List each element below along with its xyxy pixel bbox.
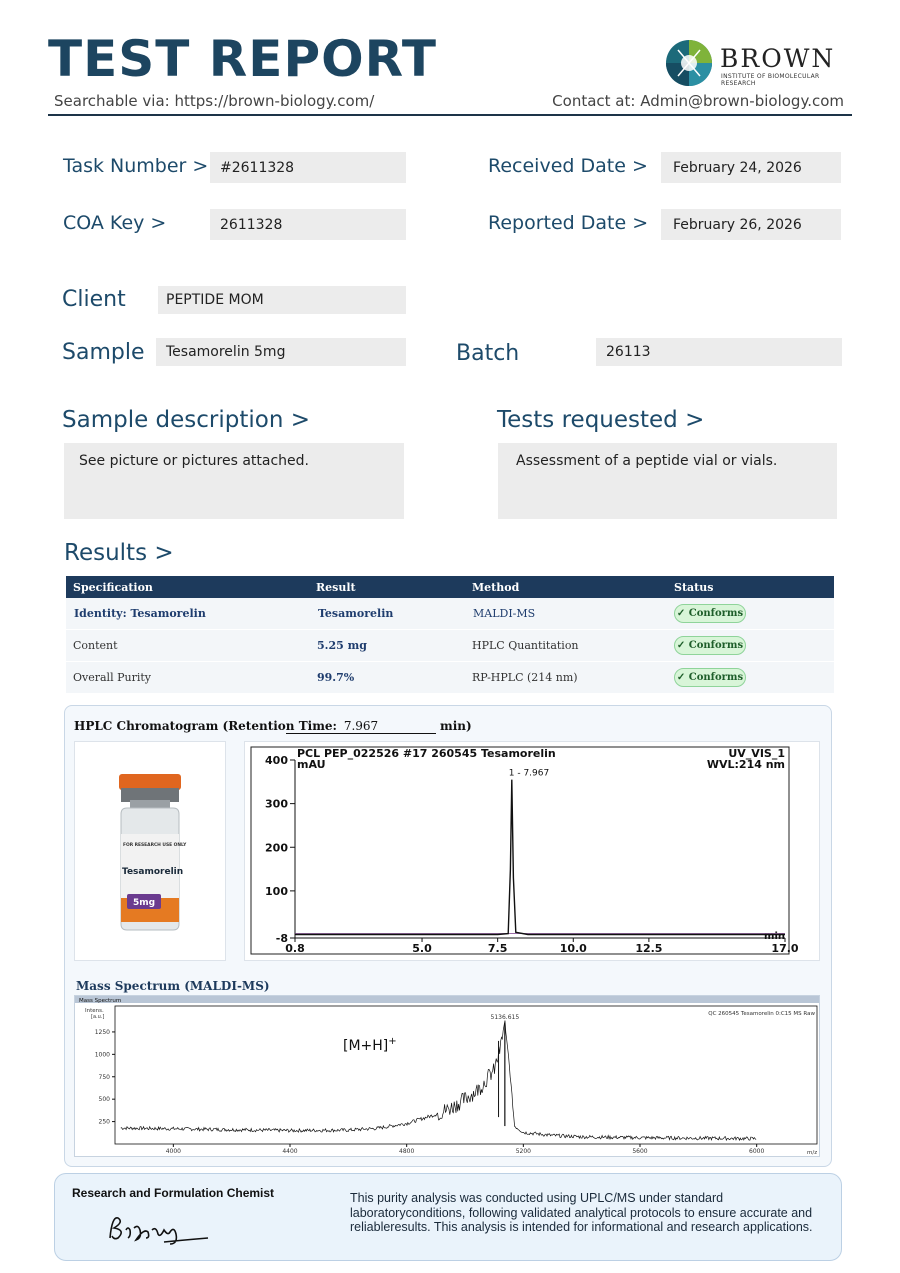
hplc-x-unit: min (764, 931, 785, 942)
ms-peak-ion: [M+H]+ (343, 1036, 397, 1054)
logo-name: BROWN (720, 44, 836, 73)
hplc-trace (295, 780, 785, 935)
tests-requested-box: Assessment of a peptide vial or vials. (498, 443, 837, 519)
hplc-label: HPLC Chromatogram (Retention Time: (74, 719, 337, 733)
vial-name: Tesamorelin (122, 867, 184, 877)
status-badge: ✓ Conforms (674, 604, 746, 623)
hplc-peak-label: 1 - 7.967 (508, 768, 550, 779)
header-result: Result (316, 581, 356, 594)
table-row (66, 662, 834, 694)
ms-title-bar (75, 996, 819, 1003)
task-number-field: #2611328 (210, 152, 406, 183)
retention-time-value: 7.967 (286, 719, 436, 734)
sample-field: Tesamorelin 5mg (156, 338, 406, 366)
hplc-x-tick-label: 5.0 (412, 942, 432, 955)
batch-field: 26113 (596, 338, 842, 366)
hplc-x-tick-label: 10.0 (559, 942, 587, 955)
task-number-label: Task Number > (63, 155, 209, 177)
method-cell: RP-HPLC (214 nm) (472, 671, 578, 684)
hplc-header-right: UV_VIS_1 (728, 747, 785, 760)
header-divider (48, 114, 852, 116)
hplc-y-tick-label: 400 (265, 754, 288, 767)
hplc-chart-container (244, 741, 820, 961)
ms-y-tick-label: 1000 (94, 1051, 110, 1059)
header-specification: Specification (73, 581, 153, 594)
method-cell: MALDI-MS (473, 607, 536, 620)
results-table (66, 576, 834, 694)
hplc-header-left: PCL PEP_022526 #17 260545 Tesamorelin (297, 747, 556, 760)
ms-y-tick-label: 1250 (94, 1028, 110, 1036)
ms-trace (121, 1021, 756, 1141)
hplc-y-tick-label: 100 (265, 884, 288, 898)
status-badge: ✓ Conforms (674, 636, 746, 655)
ms-x-tick-label: 4000 (165, 1148, 181, 1155)
ms-y-unit: Intens. (85, 1008, 104, 1014)
ms-y-tick-label: 250 (98, 1118, 110, 1126)
ms-top-right: QC 260545 Tesamorelin 0:C15 MS Raw (708, 1011, 815, 1017)
hplc-y-tick-label: 200 (265, 841, 288, 855)
ms-x-tick-label: 4800 (399, 1148, 415, 1155)
ms-chart-container (74, 995, 820, 1157)
ms-x-tick-label: 4400 (282, 1148, 298, 1155)
hplc-y-unit: mAU (297, 758, 326, 771)
coa-key-label: COA Key > (63, 212, 167, 234)
spec-cell: Overall Purity (73, 671, 151, 684)
ms-x-unit: m/z (807, 1150, 818, 1156)
sample-description-heading: Sample description > (62, 407, 311, 433)
result-cell: Tesamorelin (318, 607, 394, 620)
ms-peak-value: 5136.615 (490, 1013, 520, 1021)
sample-description-box: See picture or pictures attached. (64, 443, 404, 519)
footer-disclaimer: This purity analysis was conducted using UPLC/MS under standard laboratoryconditions, following validated analytical protocols to ensure accurate and reliableresults. This analysis is intended for informational and research applications. (350, 1191, 813, 1234)
ms-label: Mass Spectrum (MALDI-MS) (76, 979, 270, 993)
result-cell: 99.7% (317, 671, 355, 684)
client-field: PEPTIDE MOM (158, 286, 406, 314)
spec-cell: Identity: Tesamorelin (74, 607, 206, 620)
ms-y-tick-label: 750 (98, 1073, 110, 1081)
header-method: Method (472, 581, 520, 594)
brown-logo-icon (664, 38, 714, 88)
status-badge: ✓ Conforms (674, 668, 746, 687)
hplc-x-tick-label: 17.0 (771, 942, 799, 955)
ms-y-unit-2: [a.u.] (91, 1014, 105, 1020)
results-heading: Results > (64, 540, 174, 566)
report-title: TEST REPORT (48, 30, 437, 88)
reported-date-label: Reported Date > (488, 212, 649, 234)
ms-y-tick-label: 500 (98, 1096, 110, 1104)
signature (104, 1208, 214, 1248)
table-row (66, 630, 834, 662)
spec-cell: Content (73, 639, 118, 652)
hplc-x-tick-label: 0.8 (285, 942, 305, 955)
hplc-wvl: WVL:214 nm (706, 758, 785, 771)
coa-key-field: 2611328 (210, 209, 406, 240)
ms-x-tick-label: 6000 (749, 1148, 765, 1155)
brown-logo (664, 38, 854, 88)
ms-title: Mass Spectrum (79, 998, 122, 1004)
vial-dose: 5mg (132, 898, 156, 908)
vial-research-text: FOR RESEARCH USE ONLY (123, 843, 187, 848)
hplc-y-tick-label: -8 (275, 932, 288, 945)
result-cell: 5.25 mg (317, 639, 367, 652)
reported-date-field: February 26, 2026 (661, 209, 841, 240)
ms-chart (75, 996, 819, 1156)
logo-subtitle: INSTITUTE OF BIOMOLECULAR RESEARCH (721, 73, 820, 87)
ms-x-tick-label: 5200 (515, 1148, 531, 1155)
batch-label: Batch (456, 341, 520, 366)
vial-illustration (75, 742, 225, 960)
contact-email: Contact at: Admin@brown-biology.com (552, 92, 844, 110)
client-label: Client (62, 287, 126, 312)
hplc-chart (245, 742, 819, 960)
ms-frame (115, 1006, 817, 1144)
retention-time-unit: min) (440, 719, 472, 733)
hplc-x-tick-label: 7.5 (487, 942, 508, 955)
table-row (66, 598, 834, 630)
chemist-label: Research and Formulation Chemist (72, 1186, 275, 1200)
method-cell: HPLC Quantitation (472, 639, 579, 652)
sample-label: Sample (62, 340, 145, 365)
searchable-url: Searchable via: https://brown-biology.com/ (54, 92, 375, 110)
hplc-x-tick-label: 12.5 (635, 942, 663, 955)
results-table-header (66, 576, 834, 598)
received-date-field: February 24, 2026 (661, 152, 841, 183)
tests-requested-heading: Tests requested > (497, 407, 705, 433)
vial-photo (74, 741, 226, 961)
received-date-label: Received Date > (488, 155, 648, 177)
hplc-y-tick-label: 300 (265, 797, 288, 811)
ms-x-tick-label: 5600 (632, 1148, 648, 1155)
header-status: Status (674, 581, 714, 594)
